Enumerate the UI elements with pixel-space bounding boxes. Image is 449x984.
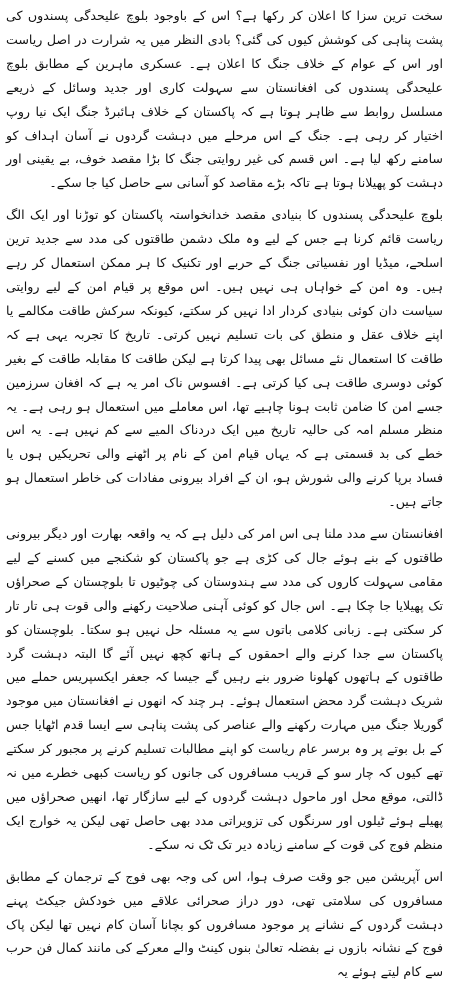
article-paragraph-4: اس آپریشن میں جو وقت صرف ہوا، اس کی وجہ بھی فوج کے ترجمان کے مطابق مسافروں کی سلامتی تھی، دور دراز صحرائی علاقے میں خودکش جیکٹ پہنے دہشت گردوں کے نشانے پر موجود مسافروں کو بچانا آسان کام نہیں تھا لیکن پاک فوج کے نشانہ بازوں نے بفضلہ تعالیٰ بنوں کینٹ والے معرکے کی مانند کمال فن حرب سے کام لیتے ہوئے یہ [6, 868, 443, 980]
article-paragraph-2: بلوچ علیحدگی پسندوں کا بنیادی مقصد خدانخواستہ پاکستان کو توڑنا اور ایک الگ ریاست قائم کرنا ہے جس کے لیے وہ ملک دشمن طاقتوں کی مدد سے جدید ترین اسلحے، میڈیا اور نفسیاتی جنگ کے حربے اور تکنیک کا ہر ممکن استعمال کر رہے ہیں۔ وہ امن کے خواہاں ہی نہیں ہیں۔ اس موقع پر قیام امن کے لیے روایتی سیاست دان کوئی بنیادی کردار ادا نہیں کر سکتے، کیونکہ سرکش طاقت مکالمے یا اپنے خلاف عقل و منطق کی بات تسلیم نہیں کرتی۔ تاریخ کا تجربہ یہی ہے کہ طاقت کا استعمال نئے مسائل بھی پیدا کرتا ہے لیکن طاقت کا مقابلہ طاقت کے بغیر کوئی دوسری طاقت ہی کیا کرتی ہے۔ افسوس ناک امر یہ ہے کہ افغان سرزمین جسے امن کا ضامن ثابت ہونا چاہیے تھا، اس معاملے میں استعمال ہو رہی ہے۔ یہ منظر مسلم امہ کی حالیہ تاریخ میں ایک دردناک المیے سے کم نہیں ہے۔ یہ اس خطے کی بد قسمتی ہے کہ یہاں قیام امن کے نام پر اٹھنے والی تحریکیں ہوں یا فساد برپا کرنے والی شورش ہو، ان کے افراد بیرونی مفادات کی خاطر استعمال ہو جاتے ہیں۔ [6, 207, 443, 510]
article-paragraph-1: سخت ترین سزا کا اعلان کر رکھا ہے؟ اس کے باوجود بلوچ علیحدگی پسندوں کی پشت پناہی کی کوشش کیوں کی گئی؟ بادی النظر میں یہ شرارت در اصل ریاست اور اس کے عوام کے خلاف جنگ کا اعلان ہے۔ عسکری ماہرین کے مطابق بلوچ علیحدگی پسندوں کی افغانستان سے سہولت کاری اور جدید وسائل کے ذریعے مسلسل روابط سے ظاہر ہوتا ہے کہ پاکستان کے خلاف ہائبرڈ جنگ ایک نیا روپ اختیار کر رہی ہے۔ جنگ کے اس مرحلے میں دہشت گردوں نے آسان اہداف کو سامنے رکھ لیا ہے۔ اس قسم کی غیر روایتی جنگ کا بڑا مقصد خوف، بے یقینی اور دہشت کو پھیلانا ہوتا ہے تاکہ بڑے مقاصد کو آسانی سے حاصل کیا جا سکے۔ [6, 8, 443, 191]
article-paragraph-3: افغانستان سے مدد ملنا ہی اس امر کی دلیل ہے کہ یہ واقعہ بھارت اور دیگر بیرونی طاقتوں کے بنے ہوئے جال کی کڑی ہے جو پاکستان کو شکنجے میں کسنے کے لیے مقامی سہولت کاروں کی مدد سے ہندوستان کی چوٹیوں تا بلوچستان کے صحراؤں تک پھیلایا جا چکا ہے۔ اس جال کو کوئی آہنی صلاحیت رکھنے والی قوت ہی تار تار کر سکتی ہے۔ زبانی کلامی باتوں سے یہ مسئلہ حل نہیں ہو سکتا۔ بلوچستان کو پاکستان سے جدا کرنے والے احمقوں کے ہاتھ کچھ نہیں آئے گا البتہ دہشت گرد طاقتوں کے ہاتھوں کھلونا ضرور بنے رہیں گے جیسا کہ جعفر ایکسپریس حملے میں شریک دہشت گرد محض استعمال ہوئے۔ ہر چند کہ انھوں نے افغانستان میں موجود گوریلا جنگ میں مہارت رکھنے والے عناصر کی پشت پناہی سے ایسا قدم اٹھایا جس کے بل بوتے پر وہ برسر عام ریاست کو اپنے مطالبات تسلیم کرنے پر مجبور کر سکتے تھے کیوں کہ چار سو کے قریب مسافروں کی جانوں کو ریاست کبھی خطرے میں نہ ڈالتی، موقع محل اور ماحول دہشت گردوں کے لیے سازگار تھا، انھیں صحراؤں میں پھیلے ہوئے ٹیلوں اور سرنگوں کی تزویراتی مدد بھی حاصل تھی لیکن یہ خوارج ایک منظم فوج کی قوت کے سامنے زیادہ دیر تک ٹک نہ سکے۔ [6, 526, 443, 852]
